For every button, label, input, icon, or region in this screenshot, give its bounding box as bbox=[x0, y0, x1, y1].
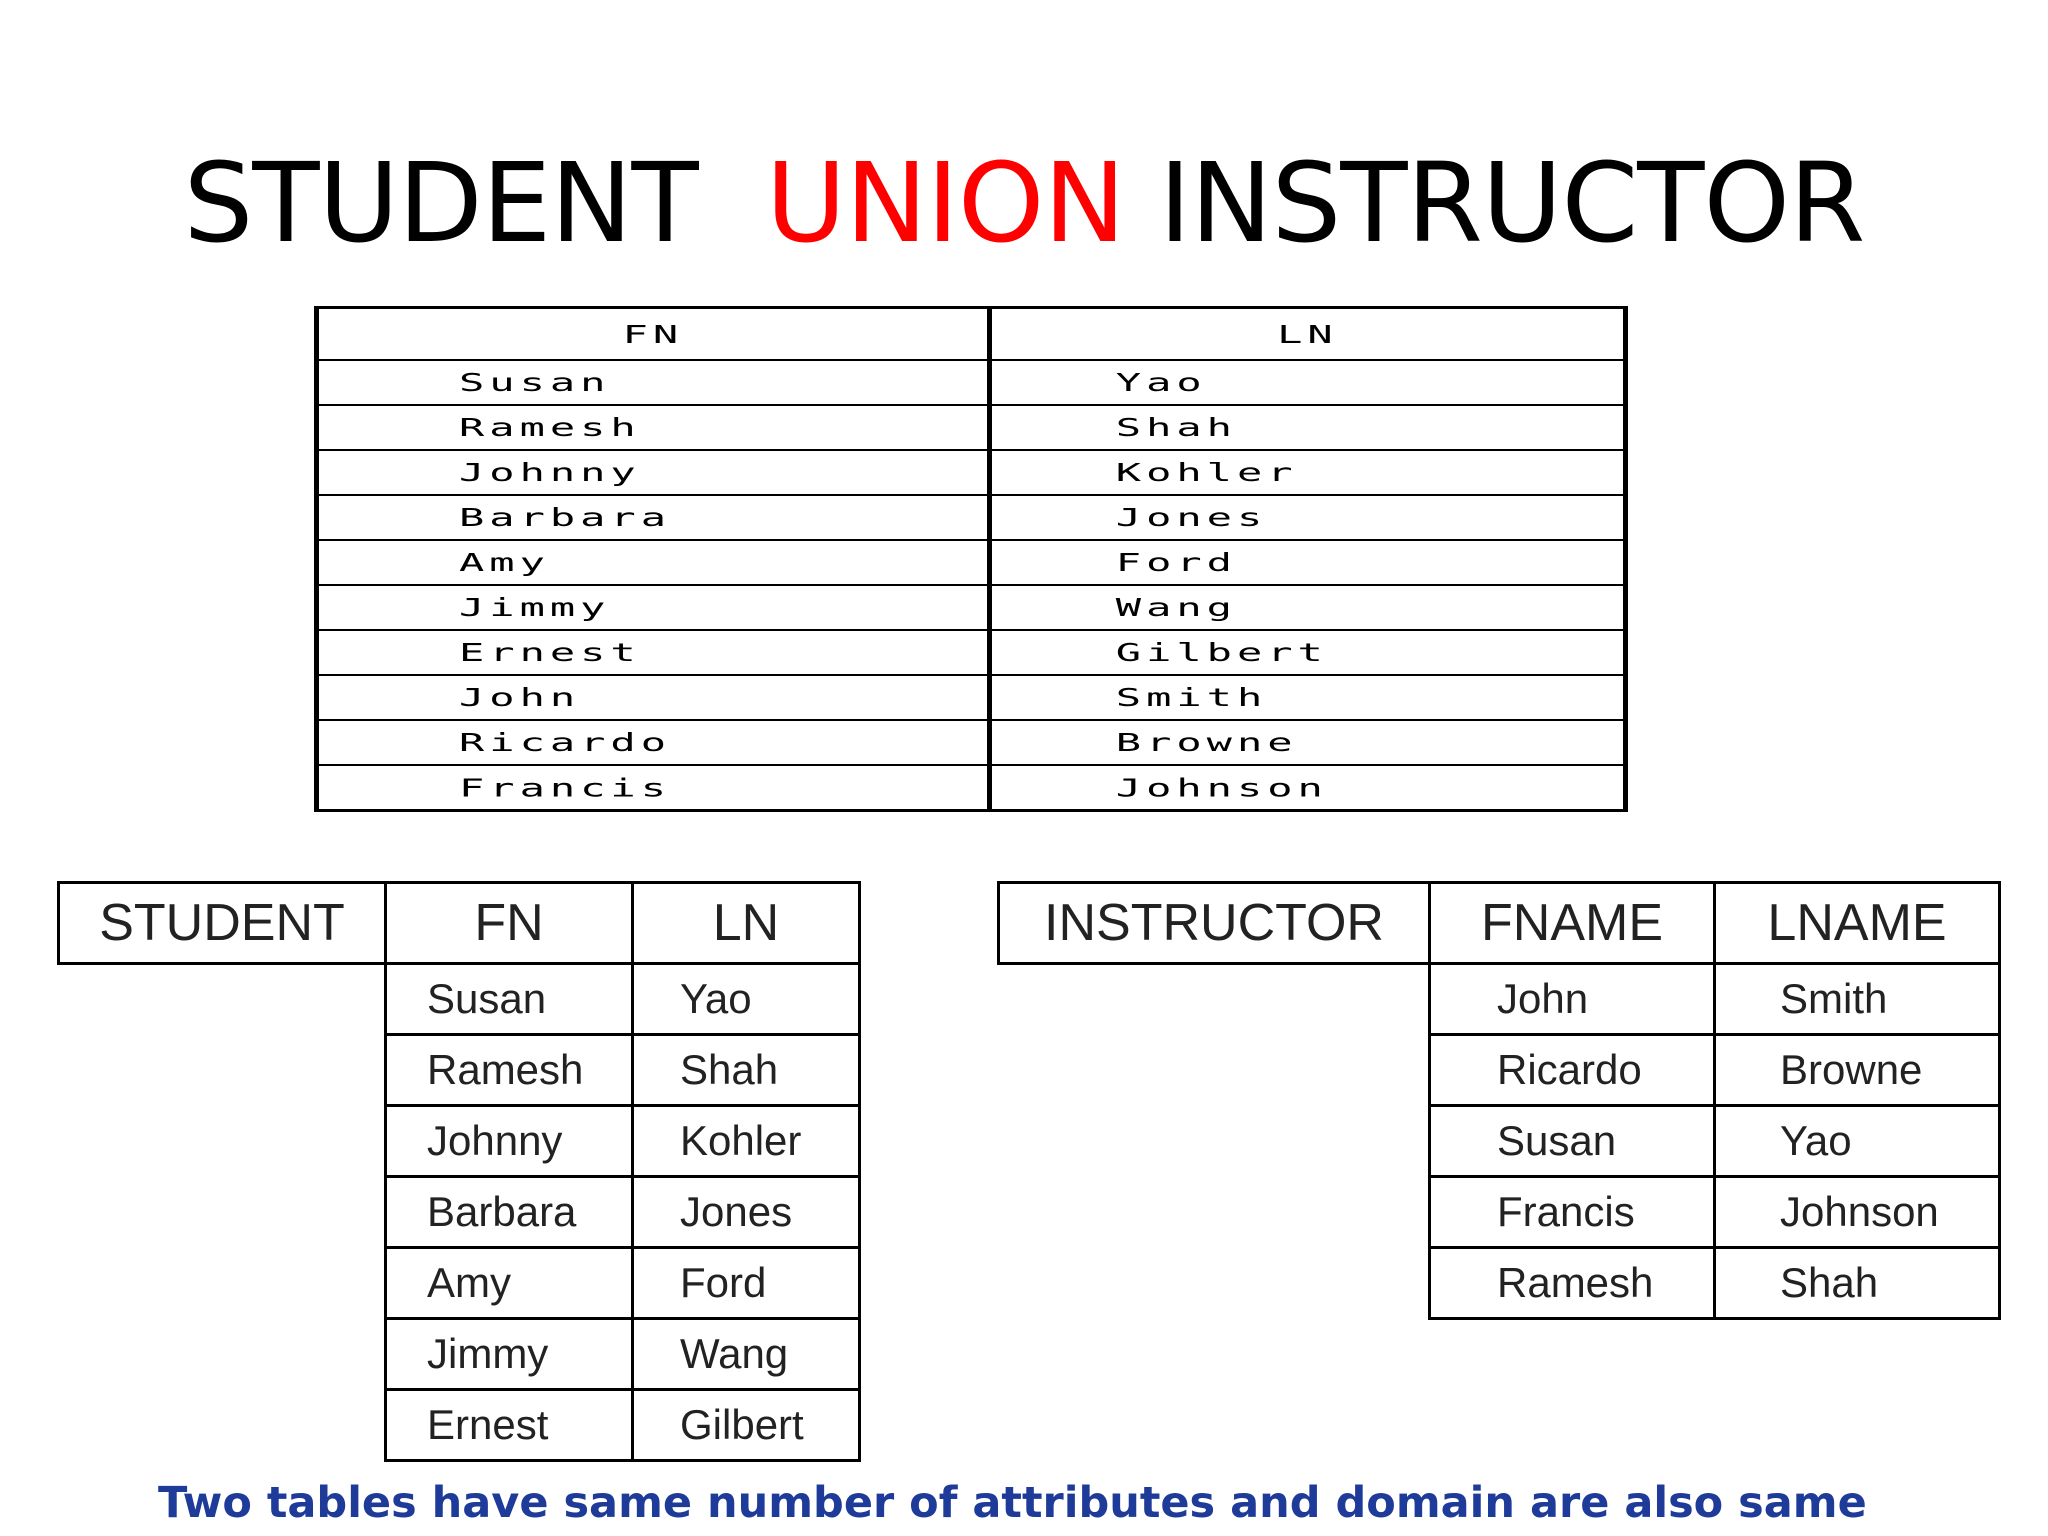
union-cell-ln: Browne bbox=[989, 729, 1625, 756]
student-cell-first-name: Jimmy bbox=[386, 1319, 633, 1390]
union-row bbox=[317, 675, 1626, 720]
instructor-header-fname: FNAME bbox=[1430, 883, 1715, 964]
student-row bbox=[59, 1106, 860, 1177]
footnote: Two tables have same number of attributes and domain are also same bbox=[158, 1478, 1867, 1528]
instructor-row bbox=[999, 1106, 2000, 1177]
union-row bbox=[317, 585, 1626, 630]
student-cell-last-name: Shah bbox=[633, 1035, 860, 1106]
union-cell-fn: Johnny bbox=[317, 459, 990, 486]
student-cell-first-name: Susan bbox=[386, 964, 633, 1035]
union-cell-ln: Shah bbox=[989, 414, 1625, 441]
union-row bbox=[317, 630, 1626, 675]
title-operator: UNION bbox=[765, 139, 1125, 267]
student-cell-last-name: Gilbert bbox=[633, 1390, 860, 1461]
student-row-spacer bbox=[59, 1319, 386, 1390]
instructor-row-spacer bbox=[999, 1248, 1430, 1319]
instructor-header-lname: LNAME bbox=[1715, 883, 2000, 964]
union-cell-fn: John bbox=[317, 684, 990, 711]
instructor-cell-first-name: Ramesh bbox=[1430, 1248, 1715, 1319]
union-cell-fn: Francis bbox=[317, 774, 990, 801]
union-cell-ln: Wang bbox=[989, 594, 1625, 621]
instructor-row bbox=[999, 964, 2000, 1035]
union-row bbox=[317, 495, 1626, 540]
instructor-row-spacer bbox=[999, 1177, 1430, 1248]
title-right: INSTRUCTOR bbox=[1124, 139, 1865, 267]
student-cell-first-name: Ernest bbox=[386, 1390, 633, 1461]
student-table-name: STUDENT bbox=[59, 883, 386, 964]
union-cell-ln: Yao bbox=[989, 369, 1625, 396]
student-cell-last-name: Jones bbox=[633, 1177, 860, 1248]
student-cell-last-name: Kohler bbox=[633, 1106, 860, 1177]
union-cell-fn: Ramesh bbox=[317, 414, 990, 441]
union-cell-fn: Jimmy bbox=[317, 594, 990, 621]
union-cell-ln: Smith bbox=[989, 684, 1625, 711]
instructor-table-name: INSTRUCTOR bbox=[999, 883, 1430, 964]
student-table bbox=[57, 881, 861, 1462]
union-cell-ln: Gilbert bbox=[989, 639, 1625, 666]
union-row bbox=[317, 720, 1626, 765]
instructor-table bbox=[997, 881, 2001, 1320]
student-row-spacer bbox=[59, 1390, 386, 1461]
student-cell-last-name: Wang bbox=[633, 1319, 860, 1390]
student-header-fn: FN bbox=[386, 883, 633, 964]
instructor-row bbox=[999, 1177, 2000, 1248]
instructor-cell-first-name: Francis bbox=[1430, 1177, 1715, 1248]
instructor-cell-last-name: Shah bbox=[1715, 1248, 2000, 1319]
union-row bbox=[317, 450, 1626, 495]
instructor-header-row bbox=[999, 883, 2000, 964]
instructor-cell-first-name: Ricardo bbox=[1430, 1035, 1715, 1106]
union-cell-fn: Amy bbox=[317, 549, 990, 576]
student-row-spacer bbox=[59, 1177, 386, 1248]
union-row bbox=[317, 765, 1626, 811]
student-cell-first-name: Amy bbox=[386, 1248, 633, 1319]
student-row bbox=[59, 1035, 860, 1106]
instructor-row bbox=[999, 1035, 2000, 1106]
student-cell-last-name: Yao bbox=[633, 964, 860, 1035]
student-row bbox=[59, 1390, 860, 1461]
union-cell-ln: Jones bbox=[989, 504, 1625, 531]
instructor-cell-last-name: Johnson bbox=[1715, 1177, 2000, 1248]
student-row-spacer bbox=[59, 1106, 386, 1177]
instructor-cell-last-name: Yao bbox=[1715, 1106, 2000, 1177]
student-cell-first-name: Johnny bbox=[386, 1106, 633, 1177]
instructor-cell-last-name: Smith bbox=[1715, 964, 2000, 1035]
union-header-fn: FN bbox=[317, 318, 990, 350]
student-row bbox=[59, 1319, 860, 1390]
union-cell-fn: Ernest bbox=[317, 639, 990, 666]
union-cell-ln: Kohler bbox=[989, 459, 1625, 486]
instructor-cell-last-name: Browne bbox=[1715, 1035, 2000, 1106]
union-cell-ln: Ford bbox=[989, 549, 1625, 576]
union-row bbox=[317, 360, 1626, 405]
student-row-spacer bbox=[59, 1248, 386, 1319]
instructor-row bbox=[999, 1248, 2000, 1319]
student-row-spacer bbox=[59, 1035, 386, 1106]
student-row-spacer bbox=[59, 964, 386, 1035]
union-row bbox=[317, 540, 1626, 585]
student-row bbox=[59, 1248, 860, 1319]
union-cell-fn: Barbara bbox=[317, 504, 990, 531]
union-header-row bbox=[317, 308, 1626, 361]
student-header-row bbox=[59, 883, 860, 964]
student-header-ln: LN bbox=[633, 883, 860, 964]
union-header-ln: LN bbox=[989, 318, 1625, 350]
instructor-row-spacer bbox=[999, 1106, 1430, 1177]
union-row bbox=[317, 405, 1626, 450]
student-row bbox=[59, 1177, 860, 1248]
title-left: STUDENT bbox=[183, 139, 766, 267]
student-cell-first-name: Barbara bbox=[386, 1177, 633, 1248]
union-cell-fn: Ricardo bbox=[317, 729, 990, 756]
union-result-table bbox=[314, 306, 1628, 812]
student-row bbox=[59, 964, 860, 1035]
instructor-cell-first-name: John bbox=[1430, 964, 1715, 1035]
union-cell-fn: Susan bbox=[317, 369, 990, 396]
student-cell-last-name: Ford bbox=[633, 1248, 860, 1319]
instructor-row-spacer bbox=[999, 1035, 1430, 1106]
instructor-row-spacer bbox=[999, 964, 1430, 1035]
student-cell-first-name: Ramesh bbox=[386, 1035, 633, 1106]
union-cell-ln: Johnson bbox=[989, 774, 1625, 801]
slide-title bbox=[0, 138, 2048, 268]
instructor-cell-first-name: Susan bbox=[1430, 1106, 1715, 1177]
